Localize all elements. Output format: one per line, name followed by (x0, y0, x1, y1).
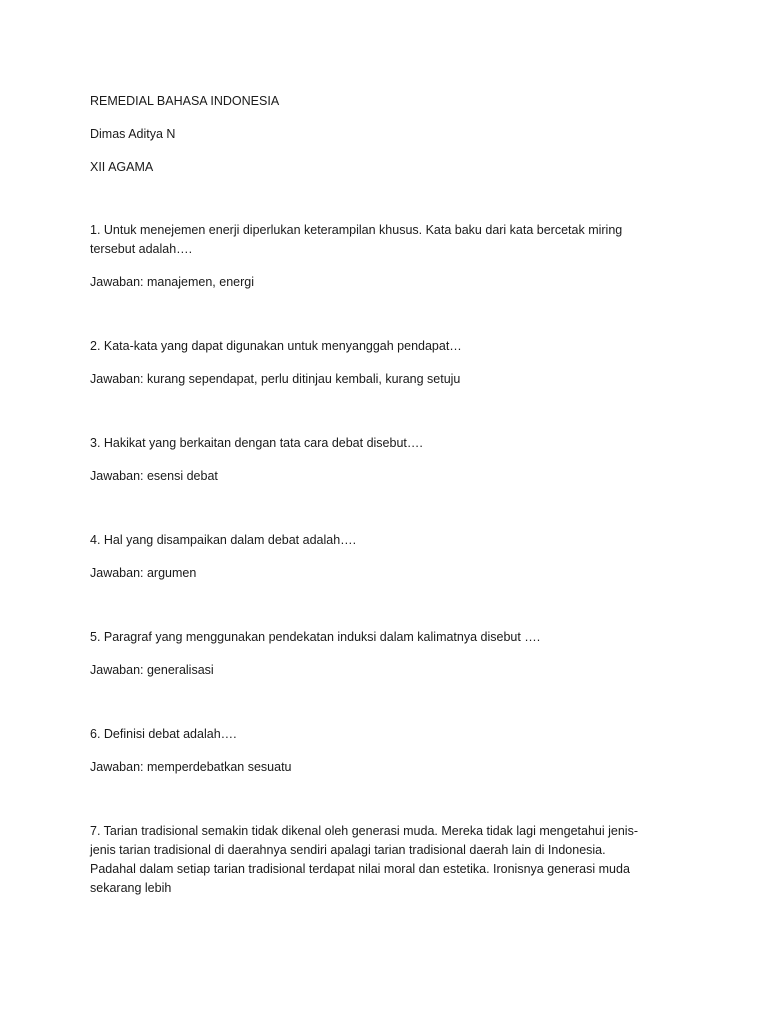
question-6: 6. Definisi debat adalah…. (90, 727, 237, 741)
question-5: 5. Paragraf yang menggunakan pendekatan induksi dalam kalimatnya disebut …. (90, 630, 541, 644)
answer-4: Jawaban: argumen (90, 566, 197, 580)
answer-3: Jawaban: esensi debat (90, 469, 218, 483)
student-name: Dimas Aditya N (90, 127, 176, 141)
question-2: 2. Kata-kata yang dapat digunakan untuk menyanggah pendapat… (90, 339, 462, 353)
question-7: 7. Tarian tradisional semakin tidak dikenal oleh generasi muda. Mereka tidak lagi mengetahui jenis-jenis tarian tradisional di daerahnya sendiri apalagi tarian tradisional daerah lain di Indonesia. Padahal dalam setiap tarian tradisional terdapat nilai moral dan estetika. Ironisnya generasi muda sekarang lebih (90, 824, 638, 895)
question-4: 4. Hal yang disampaikan dalam debat adalah…. (90, 533, 357, 547)
document-content (90, 92, 650, 898)
answer-1: Jawaban: manajemen, energi (90, 275, 254, 289)
answer-2: Jawaban: kurang sependapat, perlu ditinjau kembali, kurang setuju (90, 372, 461, 386)
answer-6: Jawaban: memperdebatkan sesuatu (90, 760, 292, 774)
question-3: 3. Hakikat yang berkaitan dengan tata cara debat disebut…. (90, 436, 423, 450)
student-class: XII AGAMA (90, 160, 154, 174)
question-1: 1. Untuk menejemen enerji diperlukan keterampilan khusus. Kata baku dari kata bercetak miring tersebut adalah…. (90, 223, 623, 256)
answer-5: Jawaban: generalisasi (90, 663, 214, 677)
document-title: REMEDIAL BAHASA INDONESIA (90, 94, 280, 108)
